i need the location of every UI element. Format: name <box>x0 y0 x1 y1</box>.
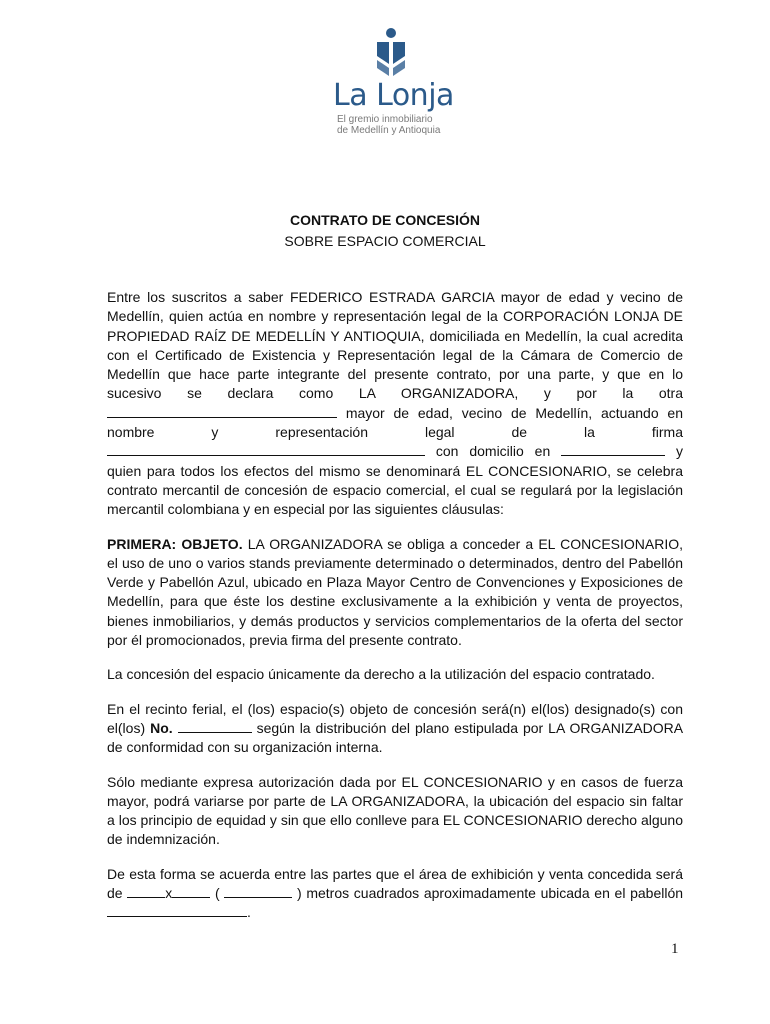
document-title: CONTRATO DE CONCESIÓN <box>289 212 481 228</box>
clause-primera-heading: PRIMERA: OBJETO. <box>107 535 243 552</box>
space-designation-text-b: según la distribución del plano estipulada por LA ORGANIZADORA de conformidad con su organización interna. <box>107 719 684 756</box>
logo-tagline-line1: El gremio inmobiliario <box>337 114 433 125</box>
area-width-blank[interactable] <box>127 885 165 898</box>
relocation-paragraph: Sólo mediante expresa autorización dada por EL CONCESIONARIO y en casos de fuerza mayor, podrá variarse por parte de LA ORGANIZADORA, la ubicación del espacio sin faltar a los principio de equidad y sin que ello conlleve para EL CONCESIONARIO derecho alguno de indemnización. <box>107 773 683 848</box>
parties-paragraph <box>107 288 683 520</box>
space-designation-text-a: En el recinto ferial, el (los) espacio(s) objeto de concesión será(n) el(los) designado(s) con el(los) <box>107 700 683 736</box>
concession-scope-paragraph: La concesión del espacio únicamente da derecho a la utilización del espacio contratado. <box>107 666 655 683</box>
logo-tagline-line2: de Medellín y Antioquia <box>337 125 441 136</box>
area-text-a: De esta forma se acuerda entre las partes que el área de exhibición y venta concedida será de <box>107 865 683 902</box>
area-paragraph <box>107 865 683 923</box>
la-lonja-emblem-icon <box>373 26 409 78</box>
pavilion-blank[interactable] <box>107 904 247 917</box>
space-designation-paragraph <box>107 700 683 758</box>
logo-tagline <box>337 114 440 136</box>
parties-text-c: con domicilio en <box>435 443 551 460</box>
counterparty-name-blank[interactable] <box>107 405 337 418</box>
clause-primera <box>107 535 683 651</box>
area-total-blank[interactable] <box>224 885 292 898</box>
area-length-blank[interactable] <box>172 885 210 898</box>
parties-text-a: Entre los suscritos a saber FEDERICO ESTRADA GARCIA mayor de edad y vecino de Medellín, quien actúa en nombre y representación legal de la CORPORACIÓN LONJA DE PROPIEDAD RAÍZ DE MEDELLÍN Y ANTIOQUIA, domiciliada en Medellín, la cual acredita con el Certificado de Existencia y Representación legal de la Cámara de Comercio de Medellín que hace parte integrante del presente contrato, por una parte, y que en lo sucesivo se declara como LA ORGANIZADORA, y por la otra <box>107 289 683 402</box>
page-number: 1 <box>671 941 679 957</box>
area-x: x <box>165 885 173 902</box>
document-subtitle: SOBRE ESPACIO COMERCIAL <box>284 233 486 249</box>
area-paren-open: ( <box>214 885 220 902</box>
parties-text-b: mayor de edad, vecino de Medellín, actuando en nombre y representación legal de la firma <box>107 404 683 441</box>
space-number-blank[interactable] <box>178 720 252 733</box>
domicile-blank[interactable] <box>561 443 665 456</box>
la-lonja-logo <box>333 26 463 136</box>
space-number-label: No. <box>150 719 173 736</box>
firm-name-blank[interactable] <box>107 443 425 456</box>
clause-primera-text: LA ORGANIZADORA se obliga a conceder a EL CONCESIONARIO, el uso de uno o varios stands previamente determinado o determinados, dentro del Pabellón Verde y Pabellón Azul, ubicado en Plaza Mayor Centro de Convenciones y Exposiciones de Medellín, para que éste los destine exclusivamente a la exhibición y venta de proyectos, bienes inmobiliarios, y demás productos y servicios complementarios de la oferta del sector por él promocionados, previa firma del presente contrato. <box>107 535 684 649</box>
parties-text-d: y quien para todos los efectos del mismo se denominará EL CONCESIONARIO, se celebra contrato mercantil de concesión de espacio comercial, el cual se regulará por la legislación mercantil colombiana y en especial por las siguientes cláusulas: <box>107 443 684 518</box>
contract-body <box>107 288 683 923</box>
area-text-b: ) metros cuadrados aproximadamente ubicada en el pabellón <box>297 885 684 902</box>
area-end: . <box>247 904 251 921</box>
logo-name: La Lonja <box>333 78 454 113</box>
